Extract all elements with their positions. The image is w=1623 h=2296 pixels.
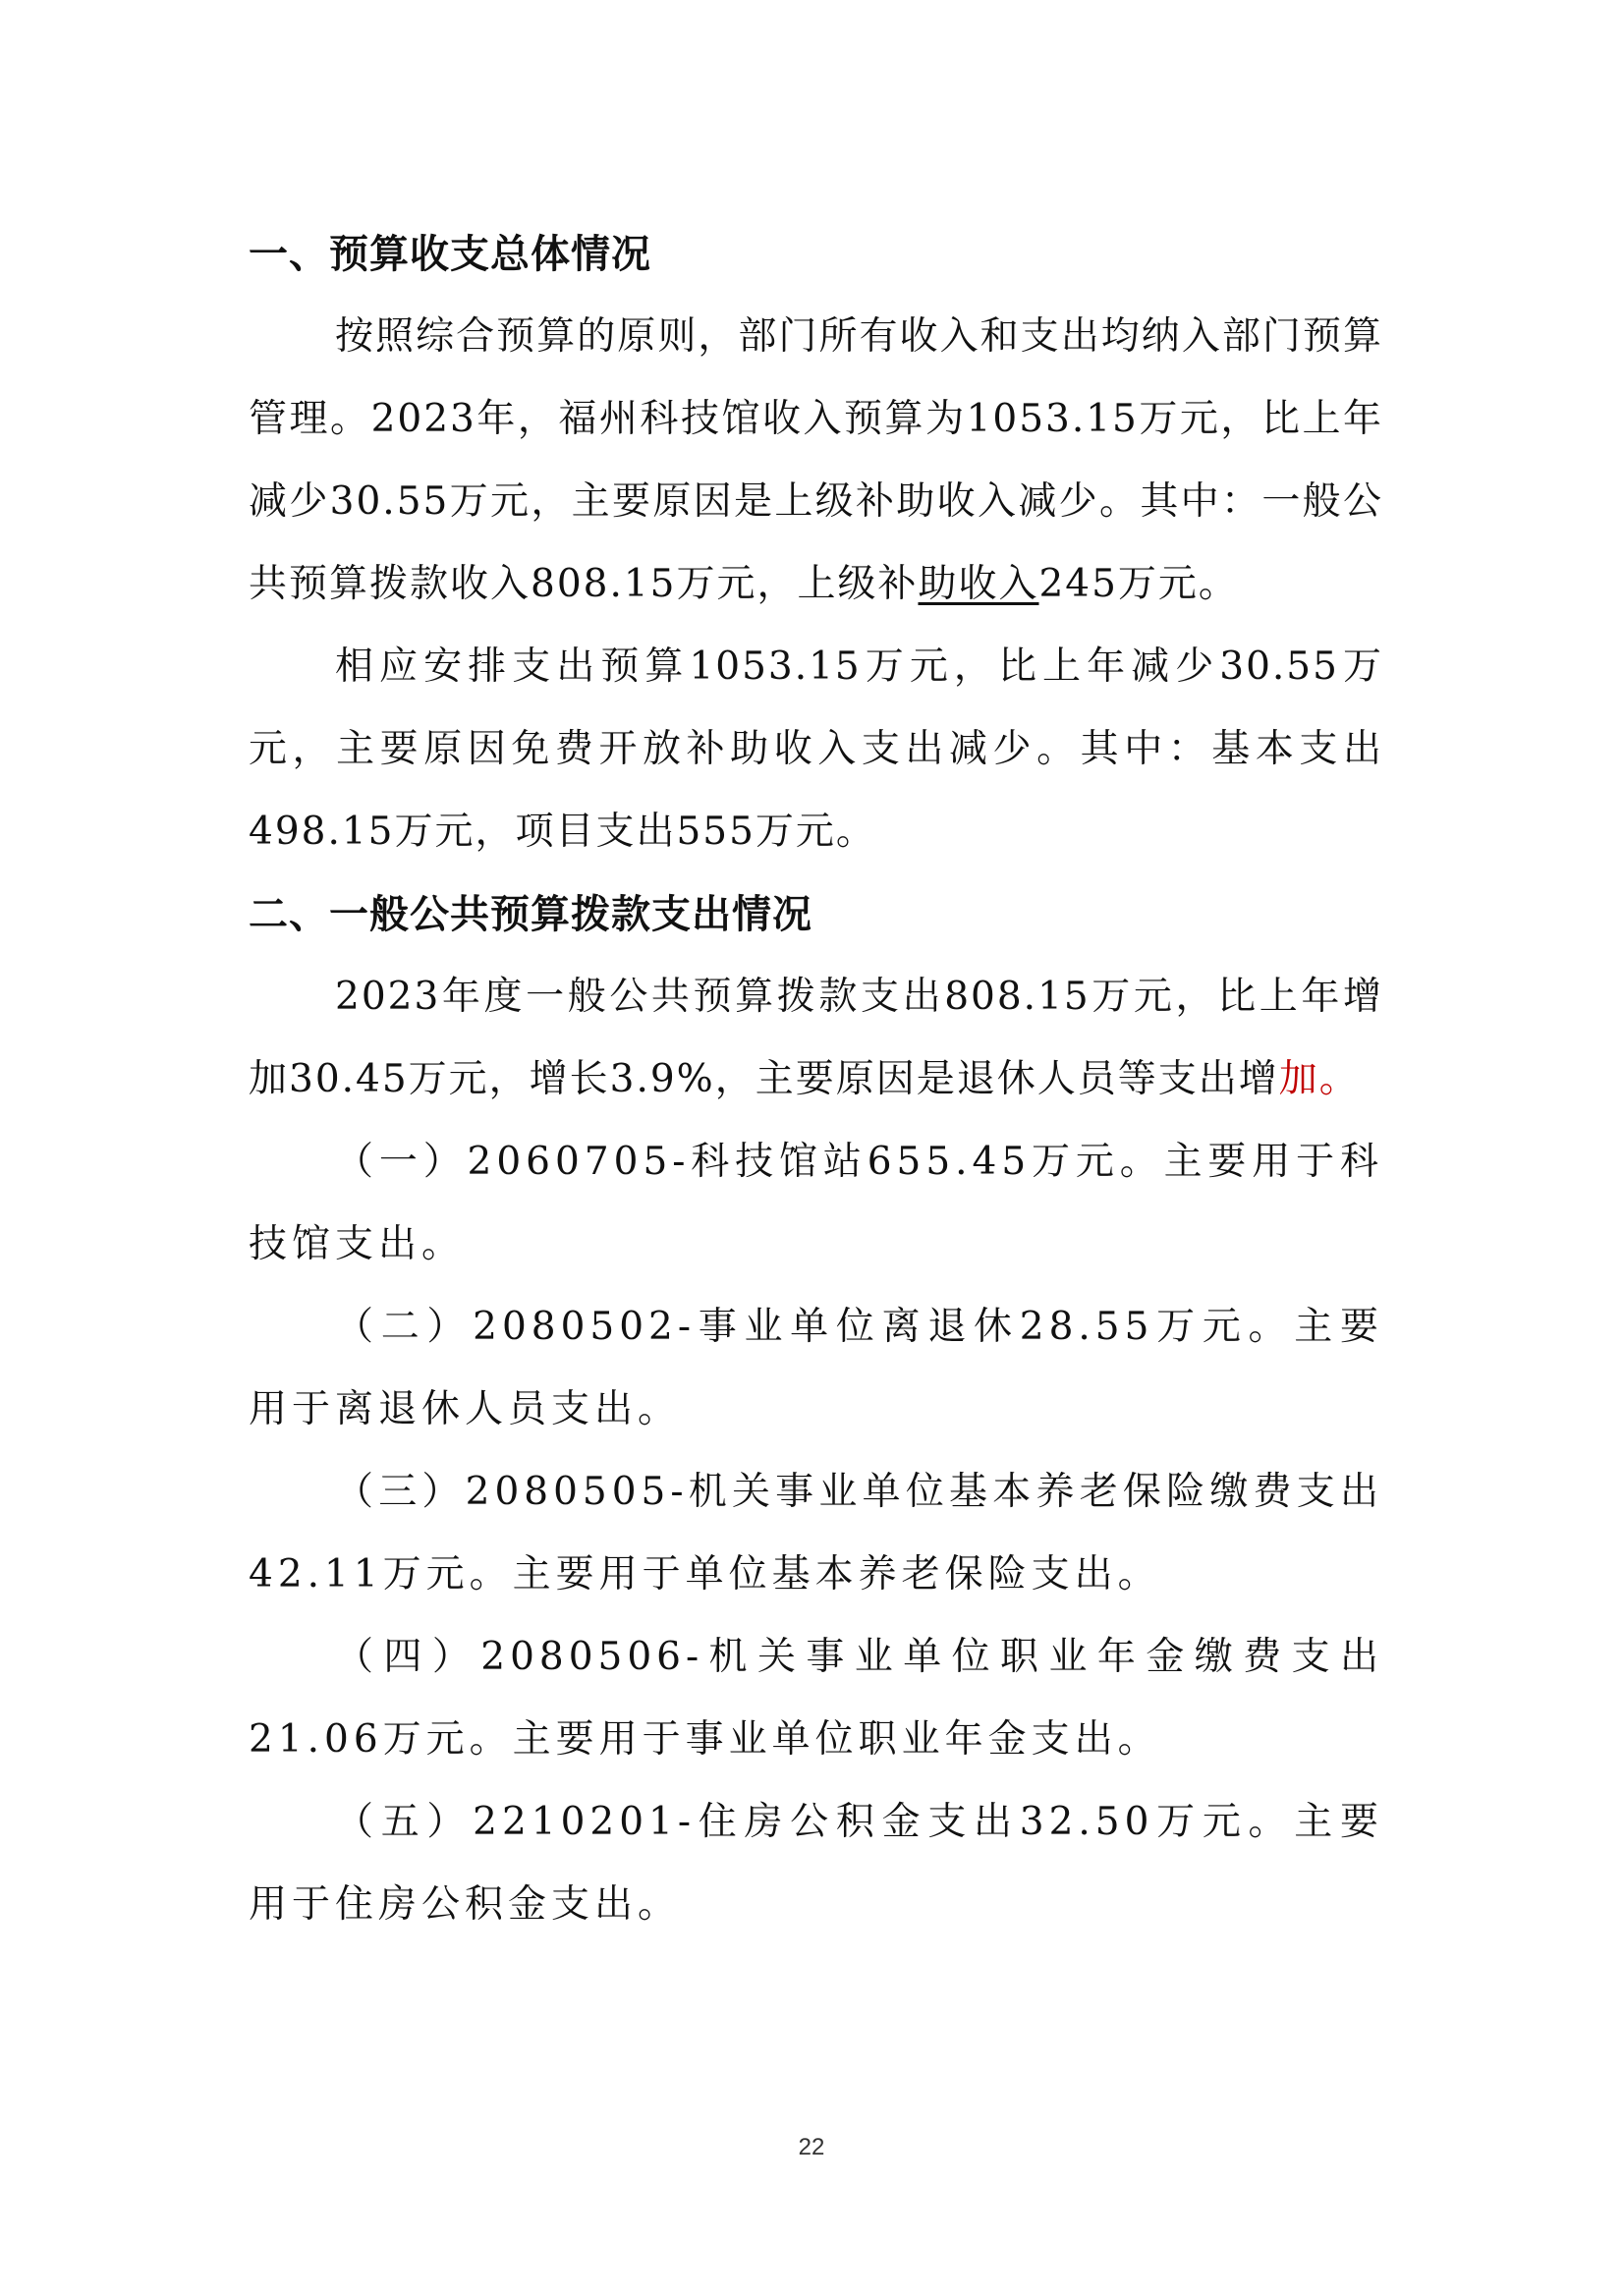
list-item-expenditure-4: （四）2080506-机关事业单位职业年金缴费支出21.06万元。主要用于事业单位职业年金支出。: [249, 1635, 1383, 1762]
document-body: [249, 213, 1383, 1946]
list-item-expenditure-5: （五）2210201-住房公积金支出32.50万元。主要用于住房公积金支出。: [249, 1800, 1383, 1927]
paragraph-public-budget-summary: [249, 956, 1383, 1121]
red-tail-text: 加。: [1278, 1057, 1360, 1101]
paragraph-budget-expenditure: 相应安排支出预算1053.15万元，比上年减少30.55万元，主要原因免费开放补助收入支出减少。其中：基本支出498.15万元，项目支出555万元。: [249, 644, 1383, 854]
underlined-text: 助收入: [918, 562, 1039, 606]
list-item-expenditure-3: （三）2080505-机关事业单位基本养老保险缴费支出42.11万元。主要用于单位基本养老保险支出。: [249, 1470, 1383, 1596]
paragraph-budget-income: [249, 296, 1383, 626]
list-item-expenditure-1: （一）2060705-科技馆站655.45万元。主要用于科技馆支出。: [249, 1140, 1383, 1266]
section-heading-budget-overview: 一、预算收支总体情况: [249, 232, 651, 277]
list-item-expenditure-2: （二）2080502-事业单位离退休28.55万元。主要用于离退休人员支出。: [249, 1305, 1383, 1431]
paragraph-text: 245万元。: [1038, 562, 1239, 606]
page-number: 22: [798, 2134, 825, 2160]
section-heading-public-budget-expenditure: 二、一般公共预算拨款支出情况: [249, 892, 812, 937]
paragraph-text: 2023年度一般公共预算拨款支出808.15万元，比上年增加30.45万元，增长3.9%，主要原因是退休人员等支出增: [249, 975, 1383, 1101]
paragraph-text: 按照综合预算的原则，部门所有收入和支出均纳入部门预算管理。2023年，福州科技馆收入预算为1053.15万元，比上年减少30.55万元，主要原因是上级补助收入减少。其中：一般公共预算拨款收入808.15万元，上级补: [249, 314, 1383, 606]
